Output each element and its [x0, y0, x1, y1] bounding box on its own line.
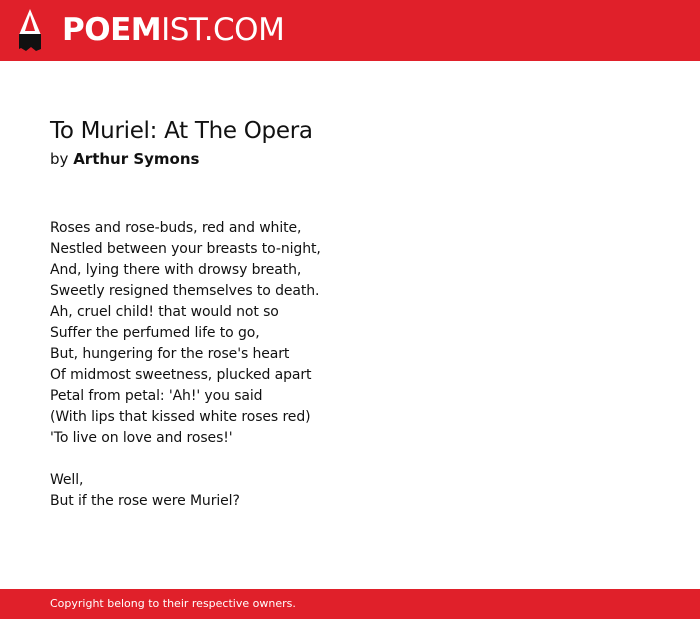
- poem-line: Well,: [50, 472, 84, 488]
- poem-line: Ah, cruel child! that would not so: [50, 304, 279, 320]
- pencil-icon[interactable]: [17, 9, 43, 51]
- logo-light-text: IST.COM: [161, 12, 285, 48]
- site-footer: [0, 589, 700, 619]
- poem-line: 'To live on love and roses!': [50, 430, 233, 446]
- site-logo[interactable]: [62, 10, 284, 50]
- poem-line: But, hungering for the rose's heart: [50, 346, 290, 362]
- stanza-break: [50, 449, 321, 470]
- logo-bold-text: POEM: [62, 12, 162, 48]
- poem-title: To Muriel: At The Opera: [50, 118, 313, 144]
- poem-line: Of midmost sweetness, plucked apart: [50, 367, 312, 383]
- poem-line: Roses and rose-buds, red and white,: [50, 220, 302, 236]
- poem-line: Petal from petal: 'Ah!' you said: [50, 388, 263, 404]
- copyright-notice: Copyright belong to their respective owners.: [50, 597, 296, 610]
- poem-line: Sweetly resigned themselves to death.: [50, 283, 320, 299]
- byline-prefix: by: [50, 150, 69, 168]
- site-header: [0, 0, 700, 61]
- poem-line: (With lips that kissed white roses red): [50, 409, 311, 425]
- author-name: Arthur Symons: [73, 150, 200, 168]
- poem-line: And, lying there with drowsy breath,: [50, 262, 302, 278]
- poem-body: [50, 218, 321, 512]
- poem-byline: [50, 148, 199, 170]
- stanza: [50, 218, 321, 449]
- poem-line: Suffer the perfumed life to go,: [50, 325, 260, 341]
- poem-line: But if the rose were Muriel?: [50, 493, 240, 509]
- stanza: [50, 470, 321, 512]
- poem-line: Nestled between your breasts to-night,: [50, 241, 321, 257]
